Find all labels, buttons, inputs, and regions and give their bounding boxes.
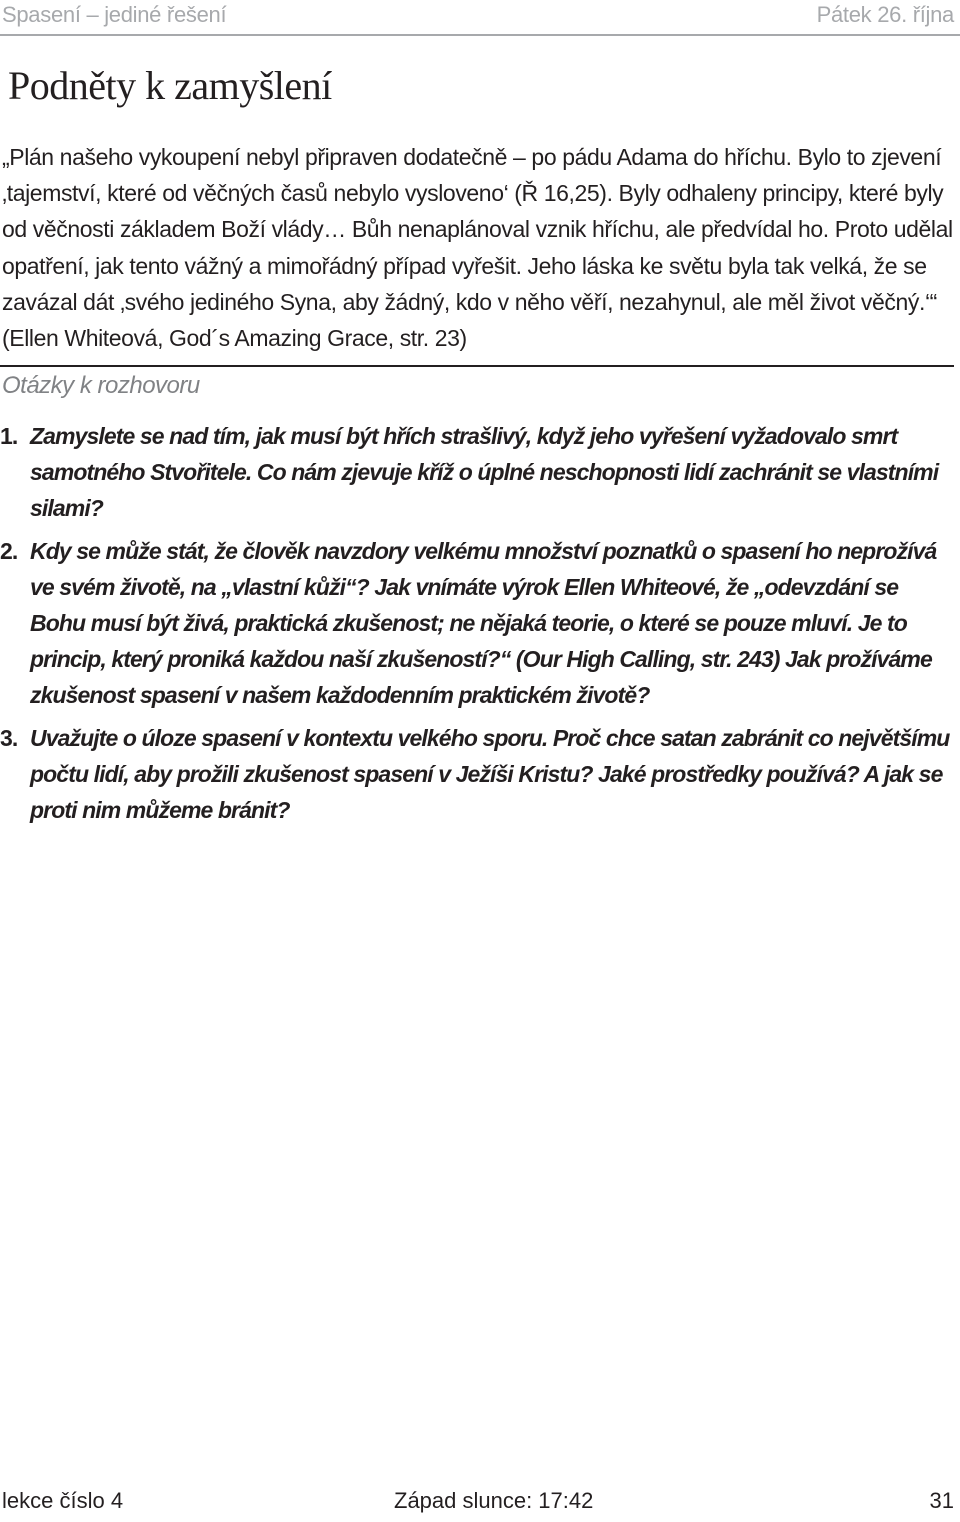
quote-paragraph: „Plán našeho vykoupení nebyl připraven dodatečně – po pádu Adama do hříchu. Bylo to zjevení ‚tajemství, které od věčných časů nebylo vysloveno‘ (Ř 16,25). Byly odhaleny principy, které byly od věčnosti základem Boží vlády… Bůh nenaplánoval vznik hříchu, ale předvídal ho. Proto udělal opatření, jak tento vážný a mimořádný případ vyřešit. Jeho láska ke světu byla tak velká, že se zavázal dát ‚svého jediného Syna, aby žádný, kdo v něho věří, nezahynul, ale měl život věčný.‘“ (Ellen Whiteová, God´s Amazing Grace, str. 23) [2, 144, 953, 352]
footer-sunset-time: Západ slunce: 17:42 [394, 1488, 594, 1513]
footer-lesson-number: lekce číslo 4 [2, 1488, 124, 1513]
header-rule [0, 34, 960, 36]
question-text: Kdy se může stát, že člověk navzdory velkému množství poznatků o spasení ho neprožívá ve svém životě, na „vlastní kůži“? Jak vnímáte výrok Ellen Whiteové, že „odevzdání se Bohu musí být živá, praktická zkušenost; ne nějaká teorie, o které se pouze mluví. Je to princip, který proniká každou naší zkušeností?“ (Our High Calling, str. 243) Jak prožíváme zkušenost spasení v našem každodenním praktickém životě? [30, 538, 937, 708]
question-item [0, 533, 958, 713]
discussion-questions [0, 418, 958, 835]
question-number: 1. [0, 423, 18, 449]
header-date: Pátek 26. října [816, 2, 954, 27]
question-text: Zamyslete se nad tím, jak musí být hřích strašlivý, když jeho vyřešení vyžadovalo smrt samotného Stvořitele. Co nám zjevuje kříž o úplné neschopnosti lidí zachránit se vlastními silami? [30, 423, 939, 521]
discussion-heading: Otázky k rozhovoru [2, 372, 200, 399]
question-number: 3. [0, 725, 18, 751]
question-text: Uvažujte o úloze spasení v kontextu velkého sporu. Proč chce satan zabránit co největšímu počtu lidí, aby prožili zkušenost spasení v Ježíši Kristu? Jaké prostředky používá? A jak se proti nim můžeme bránit? [30, 725, 950, 823]
page-number: 31 [929, 1488, 954, 1513]
section-title: Podněty k zamyšlení [8, 63, 332, 108]
question-number: 2. [0, 538, 18, 564]
running-header [0, 0, 960, 36]
header-lesson-title: Spasení – jediné řešení [2, 2, 227, 27]
page-footer [0, 1488, 960, 1518]
section-divider [0, 365, 954, 367]
question-item [0, 720, 958, 828]
question-item [0, 418, 958, 526]
